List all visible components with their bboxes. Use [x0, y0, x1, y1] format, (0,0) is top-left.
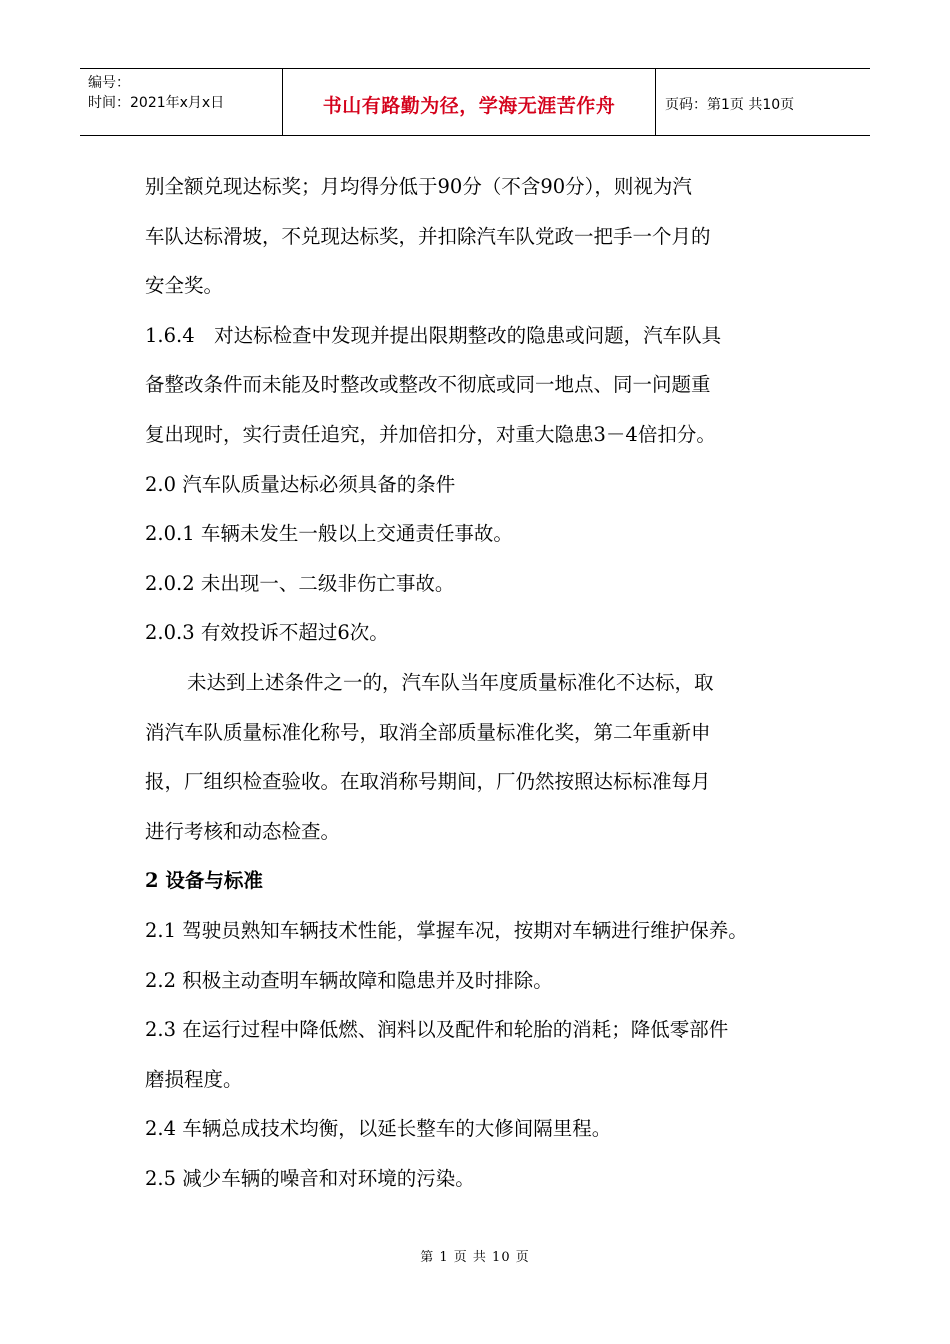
- section-heading: 2 设备与标准: [145, 869, 263, 893]
- section-title: 2.0 汽车队质量达标必须具备的条件: [145, 472, 456, 496]
- page-header: [80, 68, 870, 136]
- body-line: 2.2 积极主动查明车辆故障和隐患并及时排除。: [145, 968, 553, 992]
- body-line: 复出现时，实行责任追究，并加倍扣分，对重大隐患3－4倍扣分。: [145, 422, 716, 446]
- body-line: 未达到上述条件之一的，汽车队当年度质量标准化不达标，取: [187, 670, 714, 694]
- body-line: 2.0.1 车辆未发生一般以上交通责任事故。: [145, 522, 513, 546]
- body-line: 磨损程度。: [145, 1067, 243, 1091]
- body-line: 2.0.2 未出现一、二级非伤亡事故。: [145, 571, 455, 595]
- header-motto: 书山有路勤为径，学海无涯苦作舟: [322, 94, 616, 117]
- body-line: 2.4 车辆总成技术均衡，以延长整车的大修间隔里程。: [145, 1117, 612, 1141]
- body-line: 别全额兑现达标奖；月均得分低于90分（不含90分），则视为汽: [145, 175, 692, 198]
- header-page-info: 页码：第1页 共10页: [665, 97, 795, 113]
- document-body: [145, 162, 810, 1203]
- page-footer: 第 1 页 共 10 页: [420, 1250, 530, 1265]
- body-line: 安全奖。: [145, 274, 224, 298]
- doc-time-label: 时间：2021年x月x日: [88, 95, 225, 111]
- body-line: 报，厂组织检查验收。在取消称号期间，厂仍然按照达标标准每月: [145, 770, 711, 794]
- body-line: 1.6.4 对达标检查中发现并提出限期整改的隐患或问题，汽车队具: [145, 323, 722, 347]
- body-line: 备整改条件而未能及时整改或整改不彻底或同一地点、同一问题重: [145, 373, 711, 397]
- header-page-cell: [656, 69, 870, 135]
- body-line: 进行考核和动态检查。: [145, 819, 341, 843]
- header-meta: [80, 69, 282, 135]
- body-line: 消汽车队质量标准化称号，取消全部质量标准化奖，第二年重新申: [145, 720, 711, 744]
- body-line: 2.0.3 有效投诉不超过6次。: [145, 621, 389, 645]
- body-line: 2.5 减少车辆的噪音和对环境的污染。: [145, 1166, 475, 1190]
- doc-code-label: 编号：: [88, 75, 130, 91]
- body-line: 车队达标滑坡，不兑现达标奖，并扣除汽车队党政一把手一个月的: [145, 224, 711, 248]
- body-line: 2.3 在运行过程中降低燃、润料以及配件和轮胎的消耗；降低零部件: [145, 1018, 729, 1042]
- header-motto-cell: [282, 69, 656, 135]
- body-line: 2.1 驾驶员熟知车辆技术性能，掌握车况，按期对车辆进行维护保养。: [145, 918, 748, 942]
